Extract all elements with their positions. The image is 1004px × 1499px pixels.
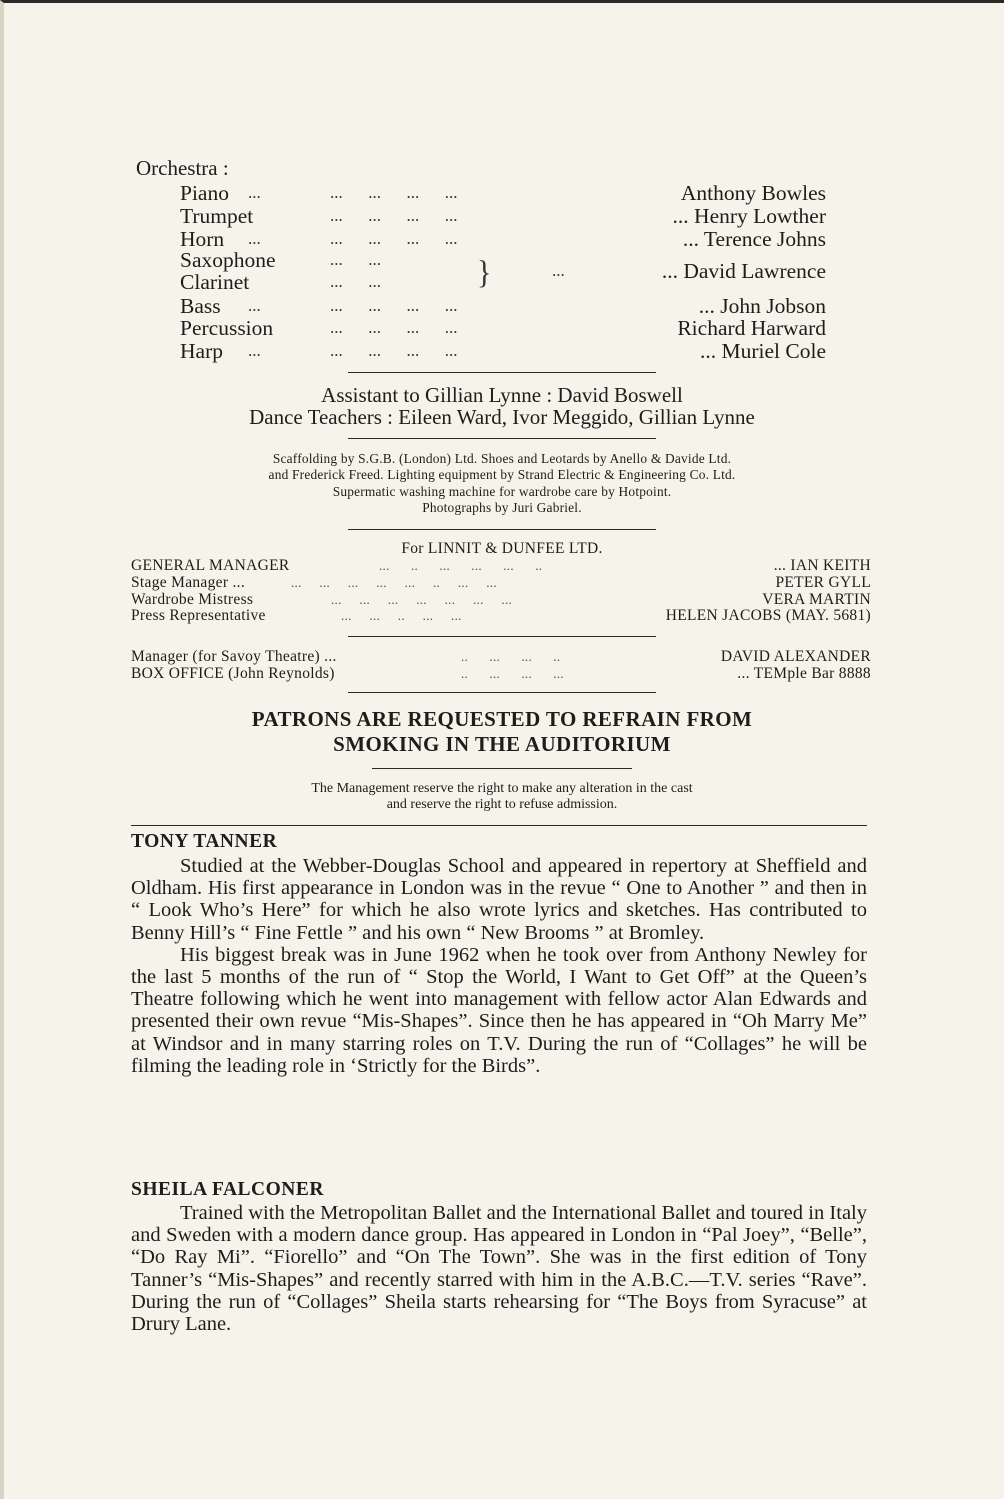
- credits-line: and Frederick Freed. Lighting equipment by Strand Electric & Engineering Co. Ltd.: [268, 467, 736, 482]
- orchestra-row: [0, 339, 1004, 363]
- divider: [348, 372, 656, 373]
- leader-dots: ... ... ... ...: [330, 341, 458, 360]
- instrument: Clarinet: [180, 270, 250, 294]
- bio-text: [131, 855, 867, 1077]
- staff-name: ... IAN KEITH: [773, 557, 871, 574]
- leader-dots: ... ... .. ... ...: [341, 608, 462, 623]
- leader-dots: ... ... ... ...: [330, 318, 458, 337]
- smoking-notice-line: SMOKING IN THE AUDITORIUM: [333, 732, 671, 756]
- staff-role: BOX OFFICE (John Reynolds): [131, 665, 335, 682]
- leader-dots: ... ... ... ...: [330, 229, 458, 248]
- staff-role: Press Representative: [131, 607, 266, 624]
- staff-name: DAVID ALEXANDER: [720, 648, 871, 665]
- leader-dots: ...: [552, 261, 565, 280]
- player-name: ... Muriel Cole: [700, 339, 826, 363]
- staff-row: [131, 607, 871, 624]
- instrument: Bass: [180, 294, 221, 318]
- management-note-line: and reserve the right to refuse admission.: [386, 797, 618, 812]
- staff-row: [131, 574, 871, 591]
- divider: [348, 636, 656, 637]
- orchestra-row-shared: [0, 259, 1004, 283]
- orchestra-row: [0, 316, 1004, 340]
- player-name: ... Terence Johns: [682, 227, 826, 251]
- divider: [348, 692, 656, 693]
- dance-teachers-line: Dance Teachers : Eileen Ward, Ivor Meggido, Gillian Lynne: [249, 405, 755, 429]
- bio-paragraph: Studied at the Webber-Douglas School and appeared in repertory at Sheffield and Oldham. His first appearance in London was in the revue “ One to Another ” and then in “ Look Who’s Here” for which he also wrote lyrics and sketches. Has contributed to Benny Hill’s “ Fine Fettle ” and his own “ New Brooms ” at Bromley.: [131, 855, 867, 944]
- instrument: Horn: [180, 227, 225, 251]
- leader-dots: ...: [248, 229, 261, 248]
- player-name: Anthony Bowles: [680, 181, 826, 205]
- staff-role: Wardrobe Mistress: [131, 591, 254, 608]
- assistant-line: Assistant to Gillian Lynne : David Boswell: [321, 383, 683, 407]
- staff-name: ... TEMple Bar 8888: [737, 665, 871, 682]
- orchestra-row: [0, 204, 1004, 228]
- bio-paragraph: Trained with the Metropolitan Ballet and the International Ballet and toured in Italy and Sweden with a modern dance group. Has appeared in London in “Pal Joey”, “Belle”, “Do Ray Mi”. “Fiorello” and “On The Town”. She was in the first edition of Tony Tanner’s “Mis-Shapes” and recently starred with him in the A.B.C.—T.V. series “Rave”. During the run of “Collages” Sheila starts rehearsing for “The Boys from Syracuse” at Drury Lane.: [131, 1202, 867, 1336]
- staff-name: PETER GYLL: [775, 574, 871, 591]
- staff-role: GENERAL MANAGER: [131, 557, 290, 574]
- leader-dots: ... ... ... ... ... .. ... ...: [291, 575, 497, 590]
- bio-text: [131, 1202, 867, 1335]
- leader-dots: .. ... ... ...: [461, 666, 564, 681]
- leader-dots: ...: [248, 296, 261, 315]
- leader-dots: ... ... ... ...: [330, 183, 458, 202]
- leader-dots: ... ...: [330, 272, 381, 291]
- credits-line: Supermatic washing machine for wardrobe care by Hotpoint.: [332, 484, 672, 499]
- leader-dots: ... ...: [330, 250, 381, 269]
- smoking-notice-line: PATRONS ARE REQUESTED TO REFRAIN FROM: [251, 707, 753, 731]
- instrument: Piano: [180, 181, 229, 205]
- leader-dots: ... ... ... ...: [330, 296, 458, 315]
- orchestra-row: [0, 294, 1004, 318]
- leader-dots: ... ... ... ...: [330, 206, 458, 225]
- company-line: For LINNIT & DUNFEE LTD.: [401, 540, 603, 557]
- leader-dots: ...: [248, 183, 261, 202]
- player-name: ... Henry Lowther: [672, 204, 826, 228]
- divider: [372, 768, 632, 769]
- credits-line: Photographs by Juri Gabriel.: [422, 500, 582, 515]
- bio-paragraph: His biggest break was in June 1962 when he took over from Anthony Newley for the last 5 months of the run of “ Stop the World, I Want to Get Off” at the Queen’s Theatre following which he went into management with fellow actor Alan Edwards and presented their own revue “Mis-Shapes”. Since then he has appeared in “Oh Marry Me” at Windsor and in many starring roles on T.V. During the run of “Collages” he will be filming the leading role in ‘Strictly for the Birds”.: [131, 943, 867, 1077]
- player-name: ... David Lawrence: [661, 259, 826, 283]
- divider: [348, 529, 656, 530]
- instrument: Harp: [180, 339, 223, 363]
- leader-dots: ... ... ... ... ... ... ...: [331, 592, 513, 607]
- staff-role: Manager (for Savoy Theatre) ...: [131, 648, 337, 665]
- orchestra-row: [0, 181, 1004, 205]
- leader-dots: ... .. ... ... ... ..: [379, 558, 543, 573]
- leader-dots: .. ... ... ..: [461, 649, 561, 664]
- staff-row: [131, 557, 871, 574]
- divider: [348, 438, 656, 439]
- brace-glyph: }: [477, 254, 492, 291]
- leader-dots: ...: [248, 341, 261, 360]
- instrument: Percussion: [180, 316, 274, 340]
- divider-full: [131, 825, 867, 826]
- management-note-line: The Management reserve the right to make any alteration in the cast: [311, 781, 693, 796]
- bio-name: TONY TANNER: [131, 831, 278, 852]
- instrument: Saxophone: [180, 248, 276, 272]
- theatre-staff-row: [131, 648, 871, 665]
- player-name: Richard Harward: [677, 316, 826, 340]
- staff-name: VERA MARTIN: [762, 591, 871, 608]
- staff-row: [131, 591, 871, 608]
- player-name: ... John Jobson: [698, 294, 826, 318]
- theatre-staff-row: [131, 665, 871, 682]
- staff-name: HELEN JACOBS (MAY. 5681): [665, 607, 871, 624]
- credits-line: Scaffolding by S.G.B. (London) Ltd. Shoes and Leotards by Anello & Davide Ltd.: [272, 451, 732, 466]
- bio-name: SHEILA FALCONER: [131, 1179, 324, 1200]
- instrument: Trumpet: [180, 204, 254, 228]
- orchestra-heading: Orchestra :: [136, 156, 229, 180]
- staff-role: Stage Manager ...: [131, 574, 245, 591]
